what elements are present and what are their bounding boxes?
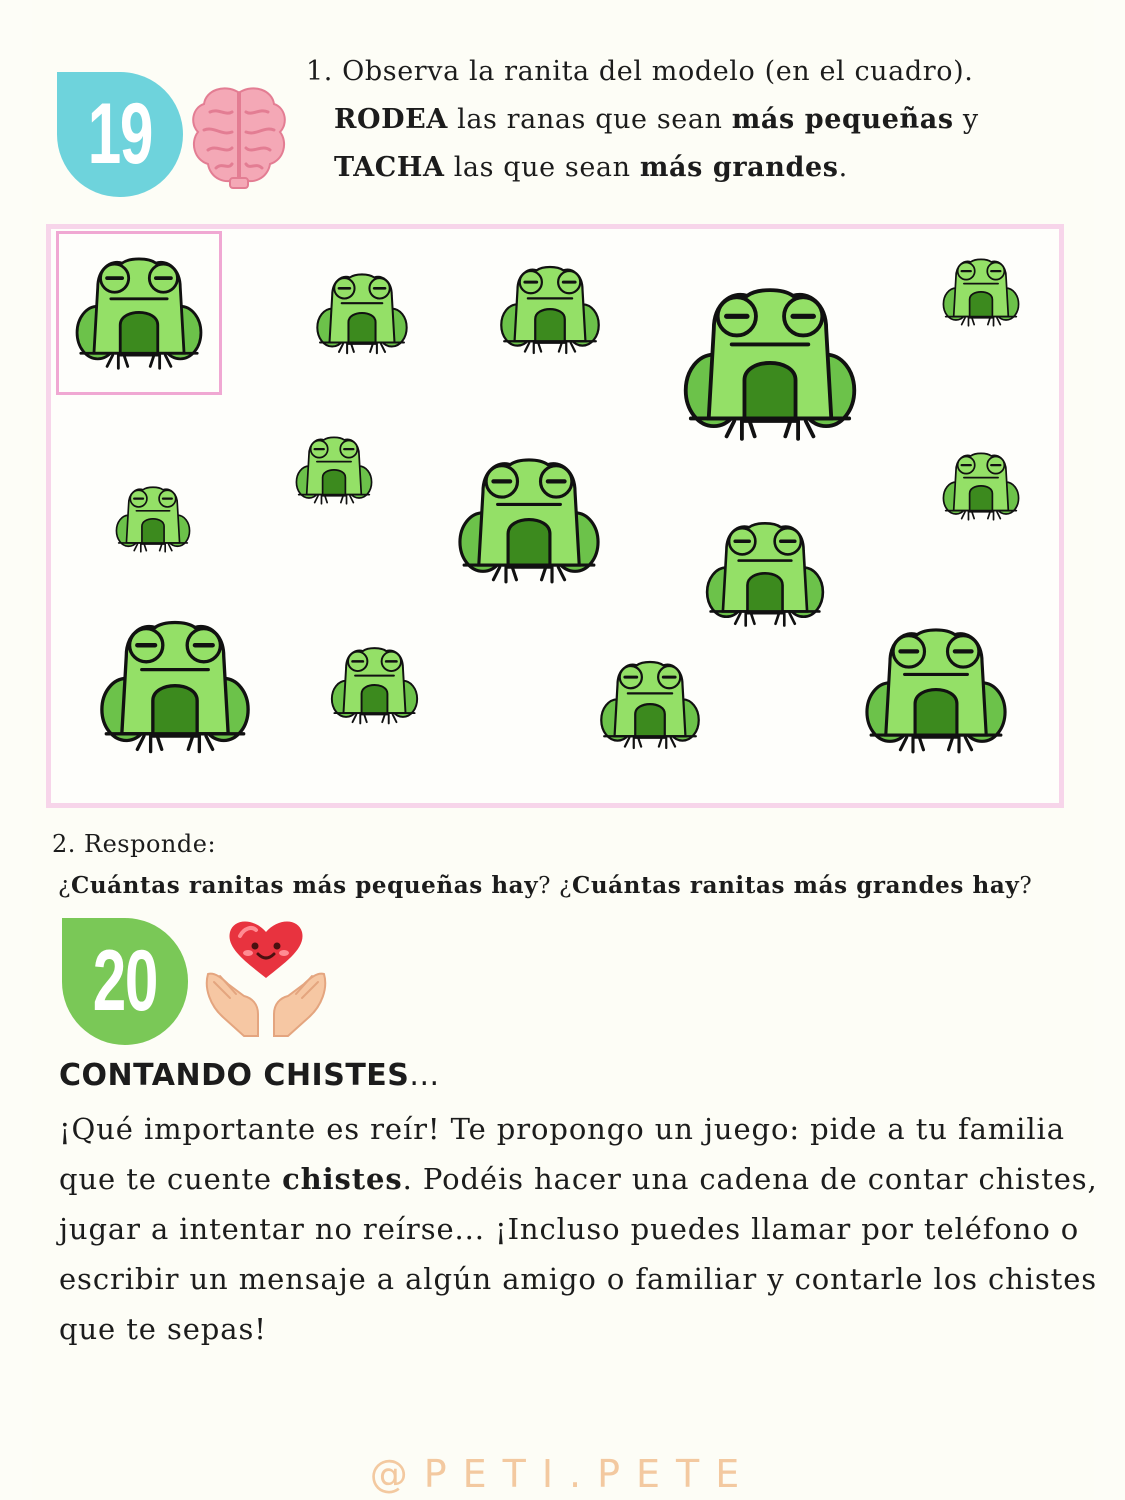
frog[interactable] — [860, 620, 1012, 756]
instruction-line-2: RODEA las ranas que sean más pequeñas y — [334, 104, 979, 135]
model-frog — [72, 250, 206, 372]
frog[interactable] — [940, 448, 1022, 522]
frog[interactable] — [678, 278, 862, 444]
brain-icon — [186, 82, 292, 190]
frog[interactable] — [312, 268, 412, 356]
frog[interactable] — [940, 254, 1022, 328]
frog[interactable] — [94, 612, 256, 756]
instruction-line-3: TACHA las que sean más grandes. — [334, 152, 848, 183]
instruction-line-1: 1. Observa la ranita del modelo (en el cuadro). — [306, 56, 974, 87]
frog[interactable] — [327, 642, 422, 726]
footer-handle: @PETI.PETE — [369, 1452, 756, 1496]
activity-19-number: 19 — [87, 86, 153, 182]
chistes-title: CONTANDO CHISTES... — [59, 1058, 440, 1093]
frog[interactable] — [702, 515, 828, 629]
frog[interactable] — [112, 482, 194, 554]
activity-20-number: 20 — [92, 933, 158, 1029]
question-text: ¿Cuántas ranitas más pequeñas hay? ¿Cuántas ranitas más grandes hay? — [58, 872, 1033, 899]
frog[interactable] — [496, 260, 604, 356]
activity-19-badge — [57, 72, 183, 197]
hands-heart-icon — [200, 918, 332, 1044]
frog[interactable] — [293, 432, 375, 506]
chistes-body: ¡Qué importante es reír! Te propongo un juego: pide a tu familia que te cuente chistes. Podéis hacer una cadena de contar chistes, jugar a intentar no reírse... ¡Incluso puedes llamar por teléfono o escribir un mensaje a algún amigo o familiar y contarle los chistes que te sepas! — [59, 1112, 1098, 1346]
activity-19-instruction — [306, 48, 1066, 192]
frog[interactable] — [596, 655, 704, 751]
activity-20-badge — [62, 918, 188, 1045]
question-label: 2. Responde: — [52, 830, 217, 858]
frog[interactable] — [454, 450, 604, 586]
